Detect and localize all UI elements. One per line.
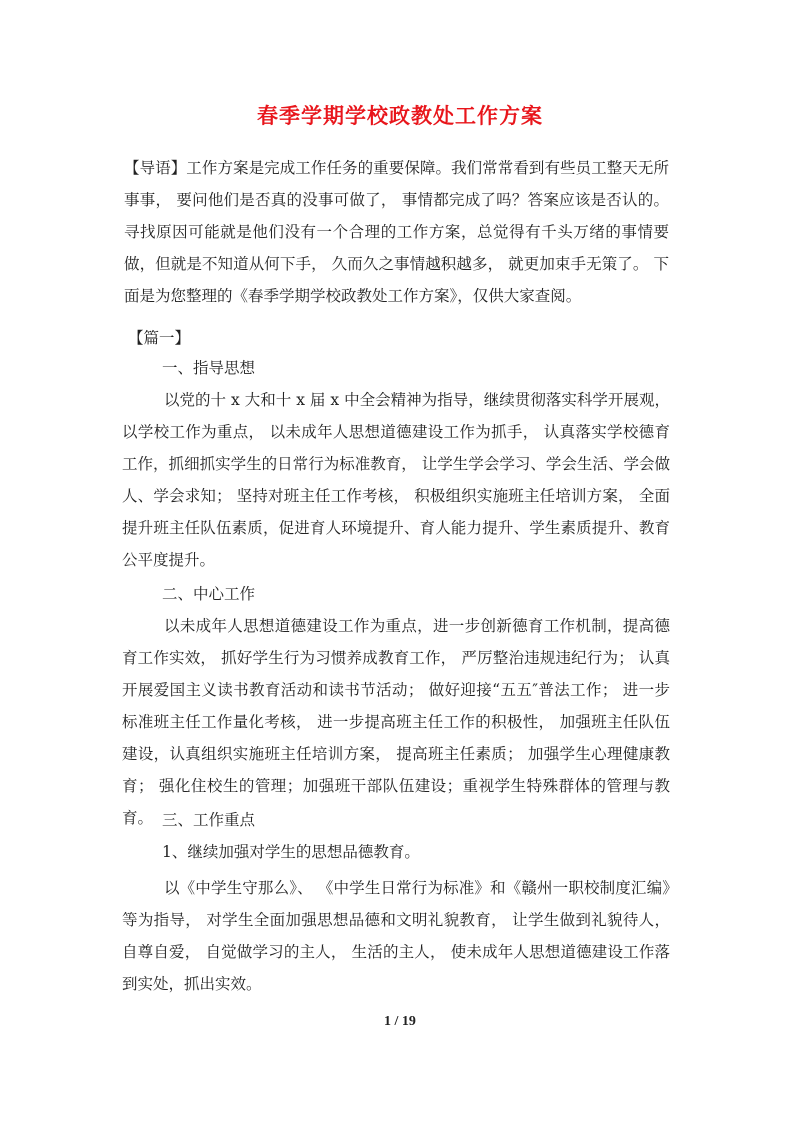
section-body-3: 以《中学生守那么》、 《中学生日常行为标准》和《赣州一职校制度汇编》等为指导， 对学生全面加强思想品德和文明礼貌教育， 让学生做到礼貌待人， 自尊自爱， 自觉做学习的主人， 生活的主人， 使未成年人思想道德建设工作落到实处，抓出实效。 (122, 879, 670, 993)
section-heading-1: 一、指导思想 (162, 359, 256, 377)
intro-paragraph: 【导语】工作方案是完成工作任务的重要保障。我们常常看到有些员工整天无所事事， 要问他们是否真的没事可做了， 事情都完成了吗？答案应该是否认的。寻找原因可能就是他们没有一个合理的工作方案，总觉得有千头万绪的事情要做，但就是不知道从何下手， 久而久之事情越积越多， 就更加束手无策了。 下面是为您整理的《春季学期学校政教处工作方案》，仅供大家查阅。 (124, 159, 669, 305)
section-body-1: 以党的十 x 大和十 x 届 x 中全会精神为指导，继续贯彻落实科学开展观，以学校工作为重点， 以未成年人思想道德建设工作为抓手， 认真落实学校德育工作，抓细抓实学生的日常行为标准教育， 让学生学会学习、学会生活、学会做人、学会求知； 坚持对班主任工作考核， 积极组织实施班主任培训方案， 全面提升班主任队伍素质，促进育人环境提升、育人能力提升、学生素质提升、教育公平度提升。 (122, 391, 670, 569)
page-number: 1 / 19 (384, 1014, 416, 1029)
document-title: 春季学期学校政教处工作方案 (257, 103, 543, 128)
section-subheading-1: 1、继续加强对学生的思想品德教育。 (162, 843, 420, 861)
section-heading-2: 二、中心工作 (162, 585, 256, 603)
section-heading-3: 三、工作重点 (162, 811, 256, 829)
section-body-2: 以未成年人思想道德建设工作为重点，进一步创新德育工作机制，提高德育工作实效， 抓好学生行为习惯养成教育工作， 严厉整治违规违纪行为； 认真开展爱国主义读书教育活动和读书节活动； 做好迎接“五五″普法工作； 进一步标准班主任工作量化考核， 进一步提高班主任工作的积极性， 加强班主任队伍建设，认真组织实施班主任培训方案， 提高班主任素质； 加强学生心理健康教育； 强化住校生的管理；加强班干部队伍建设；重视学生特殊群体的管理与教育。 (122, 617, 670, 827)
part-label: 【篇一】 (128, 329, 191, 347)
